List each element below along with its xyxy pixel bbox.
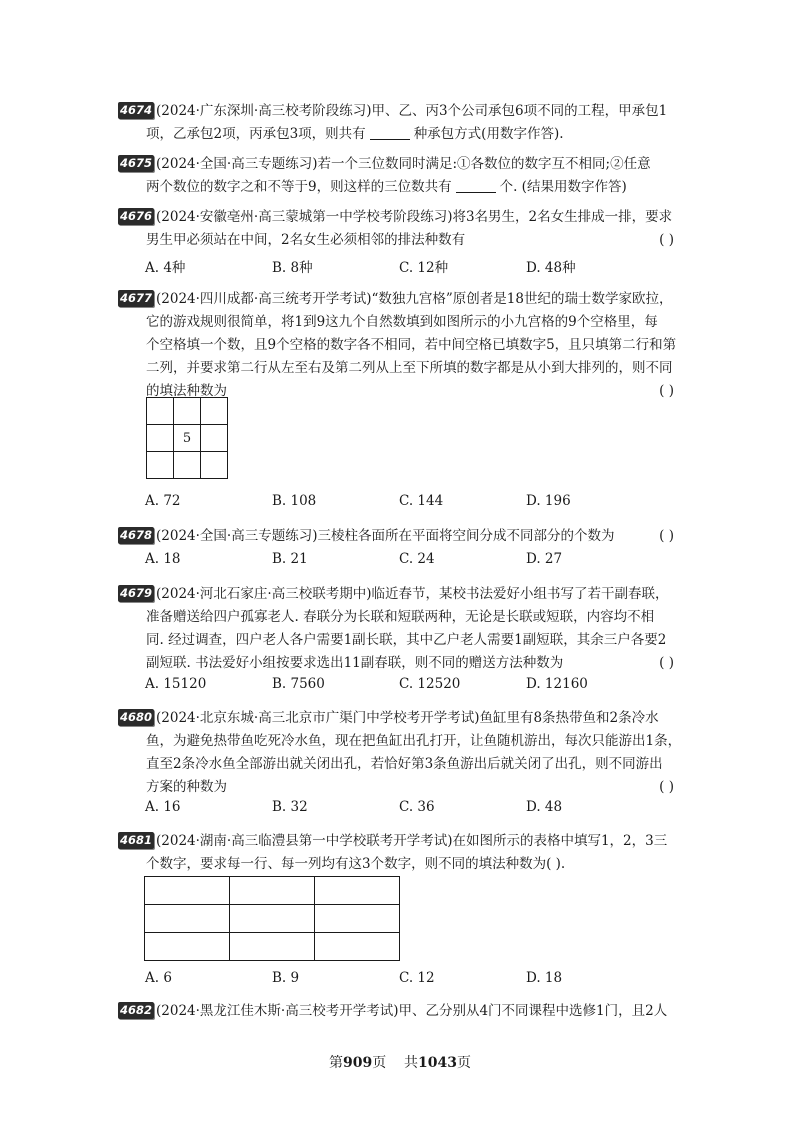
table-cell[interactable]: [145, 877, 230, 905]
option-d[interactable]: D. 27: [526, 551, 563, 567]
answer-blank[interactable]: [370, 125, 410, 140]
option-c[interactable]: C. 144: [399, 493, 444, 509]
question-text: 个空格填一个数，且9个空格的数字各不相同，若中间空格已填数字5，且只填第二行和第: [146, 337, 677, 353]
question-text: 项，乙承包2项，丙承包3项，则共有 种承包方式(用数字作答).: [146, 126, 564, 142]
options-4680: [145, 799, 685, 821]
sudoku-grid: [146, 397, 228, 479]
option-b[interactable]: B. 32: [272, 799, 308, 815]
question-text: 鱼，为避免热带鱼吃死冷水鱼，现在把鱼缸出孔打开，让鱼随机游出，每次只能游出1条，: [146, 733, 682, 749]
question-text: 准备赠送给四户孤寡老人. 春联分为长联和短联两种，无论是长联或短联，内容均不相: [146, 609, 655, 625]
total-label: 共: [404, 1055, 419, 1071]
option-a[interactable]: A. 18: [145, 551, 181, 567]
question-text: 副短联. 书法爱好小组按要求选出11副春联，则不同的赠送方法种数为 ( ): [118, 652, 680, 675]
option-b[interactable]: B. 7560: [272, 676, 325, 692]
table-cell[interactable]: [315, 933, 400, 961]
page-label: 第: [328, 1055, 343, 1071]
question-text: (2024·广东深圳·高三校考阶段练习)甲、乙、丙3个公司承包6项不同的工程，甲承包1: [156, 103, 668, 119]
options-4676: [145, 256, 685, 278]
question-4678: [118, 525, 680, 548]
table-cell[interactable]: [230, 877, 315, 905]
question-text: (2024·黑龙江佳木斯·高三校考开学考试)甲、乙分别从4门不同课程中选修1门，且2人: [156, 1003, 668, 1019]
table-cell[interactable]: [230, 905, 315, 933]
grid-center-cell: 5: [174, 425, 201, 452]
option-d[interactable]: D. 18: [526, 970, 563, 986]
question-text: 直至2条冷水鱼全部游出就关闭出孔，若恰好第3条鱼游出后就关闭了出孔，则不同游出: [146, 756, 663, 772]
grid-cell[interactable]: [147, 398, 174, 425]
grid-cell[interactable]: [174, 398, 201, 425]
option-d[interactable]: D. 196: [526, 493, 571, 509]
option-c[interactable]: C. 12: [399, 970, 435, 986]
answer-paren[interactable]: ( ): [659, 383, 674, 399]
question-4676: [118, 206, 680, 252]
grid-cell[interactable]: [201, 425, 228, 452]
grid-cell[interactable]: [201, 452, 228, 479]
table-cell[interactable]: [315, 905, 400, 933]
question-text: 它的游戏规则很简单，将1到9这九个自然数填到如图所示的小九宫格的9个空格里，每: [146, 314, 658, 330]
option-d[interactable]: D. 12160: [526, 676, 588, 692]
option-b[interactable]: B. 108: [272, 493, 317, 509]
question-text: (2024·四川成都·高三统考开学考试)“数独九宫格”原创者是18世纪的瑞士数学家欧拉，: [156, 291, 673, 307]
total-unit: 页: [457, 1055, 471, 1071]
option-b[interactable]: B. 21: [272, 551, 308, 567]
option-c[interactable]: C. 36: [399, 799, 435, 815]
question-number: 4678: [120, 528, 153, 542]
question-number: 4681: [120, 833, 153, 847]
answer-paren[interactable]: ( ): [659, 779, 674, 795]
grid-cell[interactable]: [147, 452, 174, 479]
question-4679: [118, 583, 680, 675]
option-c[interactable]: C. 12种: [399, 260, 449, 276]
question-number: 4680: [120, 710, 153, 724]
option-a[interactable]: A. 6: [145, 970, 172, 986]
option-a[interactable]: A. 4种: [145, 260, 186, 276]
answer-paren[interactable]: ( ): [659, 528, 674, 544]
question-number: 4675: [120, 156, 153, 170]
question-4682: [118, 1000, 680, 1023]
question-4675: [118, 153, 680, 199]
grid-cell[interactable]: [174, 452, 201, 479]
table-cell[interactable]: [230, 933, 315, 961]
options-4677: [145, 493, 685, 515]
option-d[interactable]: D. 48种: [526, 260, 576, 276]
question-4674: [118, 100, 680, 146]
table-cell[interactable]: [145, 933, 230, 961]
question-text: 男生甲必须站在中间，2名女生必须相邻的排法种数有 ( ): [118, 229, 680, 252]
question-text: 的填法种数为 ( ): [118, 380, 680, 403]
answer-paren[interactable]: ( ): [659, 655, 674, 671]
question-number: 4682: [120, 1003, 153, 1017]
question-text: 个数字，要求每一行、每一列均有这3个数字，则不同的填法种数为( ).: [146, 856, 566, 872]
question-number: 4677: [120, 291, 153, 305]
table-cell[interactable]: [315, 877, 400, 905]
option-b[interactable]: B. 9: [272, 970, 300, 986]
option-c[interactable]: C. 24: [399, 551, 435, 567]
options-4681: [145, 970, 685, 992]
page-footer: [0, 1052, 800, 1072]
page-number: 909: [342, 1055, 373, 1071]
option-c[interactable]: C. 12520: [399, 676, 461, 692]
grid-cell[interactable]: [147, 425, 174, 452]
question-text: 方案的种数为 ( ): [118, 776, 680, 799]
answer-blank[interactable]: [456, 178, 496, 193]
question-text: 两个数位的数字之和不等于9，则这样的三位数共有 个. (结果用数字作答): [146, 179, 627, 195]
question-text: (2024·全国·高三专题练习)若一个三位数同时满足:①各数位的数字互不相同;②任意: [156, 156, 651, 172]
question-text: (2024·安徽亳州·高三蒙城第一中学校考阶段练习)将3名男生，2名女生排成一排，要求: [156, 209, 673, 225]
option-d[interactable]: D. 48: [526, 799, 563, 815]
question-4677: [118, 288, 680, 403]
question-number: 4679: [120, 586, 153, 600]
question-text: (2024·河北石家庄·高三校联考期中)临近春节，某校书法爱好小组书写了若干副春联，: [156, 586, 669, 602]
question-text: (2024·北京东城·高三北京市广渠门中学校考开学考试)鱼缸里有8条热带鱼和2条冷水: [156, 710, 659, 726]
question-4681: [118, 830, 680, 876]
question-text: 二列，并要求第二行从左至右及第二列从上至下所填的数字都是从小到大排列的，则不同: [146, 360, 673, 376]
total-pages: 1043: [418, 1055, 457, 1071]
question-number: 4674: [120, 103, 153, 117]
question-text: (2024·全国·高三专题练习)三棱柱各面所在平面将空间分成不同部分的个数为 ( ): [156, 525, 680, 548]
answer-paren[interactable]: ( ): [659, 232, 674, 248]
question-4680: [118, 707, 680, 799]
grid-cell[interactable]: [201, 398, 228, 425]
option-a[interactable]: A. 72: [145, 493, 181, 509]
table-cell[interactable]: [145, 905, 230, 933]
question-text: 同. 经过调查，四户老人各户需要1副长联，其中乙户老人需要1副短联，其余三户各要2: [146, 632, 667, 648]
option-a[interactable]: A. 15120: [145, 676, 207, 692]
option-b[interactable]: B. 8种: [272, 260, 313, 276]
options-4678: [145, 551, 685, 573]
fill-table: [144, 876, 400, 961]
option-a[interactable]: A. 16: [145, 799, 181, 815]
page-unit: 页: [372, 1055, 387, 1071]
question-number: 4676: [120, 209, 153, 223]
options-4679: [145, 676, 685, 698]
question-text: (2024·湖南·高三临澧县第一中学校联考开学考试)在如图所示的表格中填写1，2，3三: [156, 833, 668, 849]
